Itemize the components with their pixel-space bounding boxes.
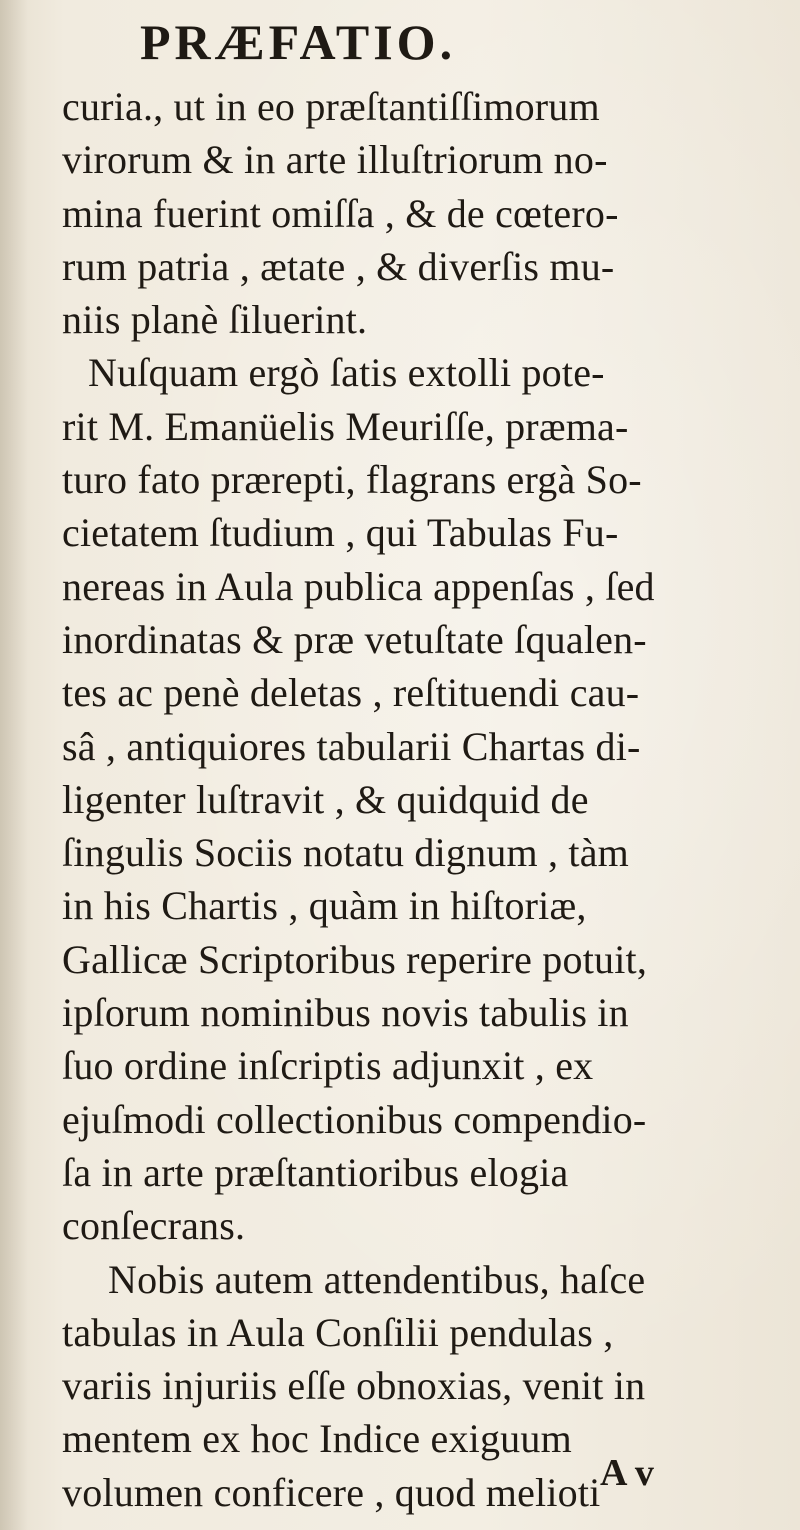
- text-line: mina fuerint omiſſa , & de cœtero-: [62, 190, 619, 236]
- text-line: turo fato prærepti, flagrans ergà So-: [62, 457, 642, 503]
- text-line: rum patria , ætate , & diverſis mu-: [62, 243, 615, 289]
- page-title: PRÆFATIO.: [140, 14, 457, 70]
- page-gutter-shadow: [0, 0, 28, 1530]
- body-text: [62, 80, 742, 1519]
- text-line: inordinatas & præ vetuſtate ſqualen-: [62, 616, 647, 662]
- text-line: ipſorum nominibus novis tabulis in: [62, 990, 629, 1036]
- signature-mark: A v: [600, 1452, 654, 1494]
- text-line: niis planè ſiluerint.: [62, 297, 368, 343]
- text-line: sâ , antiquiores tabularii Chartas di-: [62, 723, 641, 769]
- text-line: ſingulis Sociis notatu dignum , tàm: [62, 830, 629, 876]
- text-line: ſa in arte præſtantioribus elogia: [62, 1149, 569, 1195]
- text-line: ejuſmodi collectionibus compendio-: [62, 1096, 647, 1142]
- text-line: nereas in Aula publica appenſas , ſed: [62, 563, 655, 609]
- text-line: tabulas in Aula Conſilii pendulas ,: [62, 1309, 614, 1355]
- text-line: conſecrans.: [62, 1203, 246, 1249]
- text-line: Gallicæ Scriptoribus reperire potuit,: [62, 936, 648, 982]
- text-line: in his Chartis , quàm in hiſtoriæ,: [62, 883, 587, 929]
- text-line: Nobis autem attendentibus, haſce: [108, 1256, 646, 1302]
- text-line: ligenter luſtravit , & quidquid de: [62, 776, 589, 822]
- text-line: volumen conficere , quod melioti: [62, 1469, 601, 1515]
- text-line: tes ac penè deletas , reſtituendi cau-: [62, 670, 640, 716]
- text-line: virorum & in arte illuſtriorum no-: [62, 137, 608, 183]
- text-line: cietatem ſtudium , qui Tabulas Fu-: [62, 510, 619, 556]
- text-line: ſuo ordine inſcriptis adjunxit , ex: [62, 1043, 594, 1089]
- text-line: mentem ex hoc Indice exiguum: [62, 1416, 572, 1462]
- text-line: curia., ut in eo præſtantiſſimorum: [62, 84, 600, 129]
- text-line: variis injuriis eſſe obnoxias, venit in: [62, 1363, 646, 1409]
- text-line: Nuſquam ergò ſatis extolli pote-: [88, 350, 605, 396]
- text-line: rit M. Emanüelis Meuriſſe, præma-: [62, 403, 629, 449]
